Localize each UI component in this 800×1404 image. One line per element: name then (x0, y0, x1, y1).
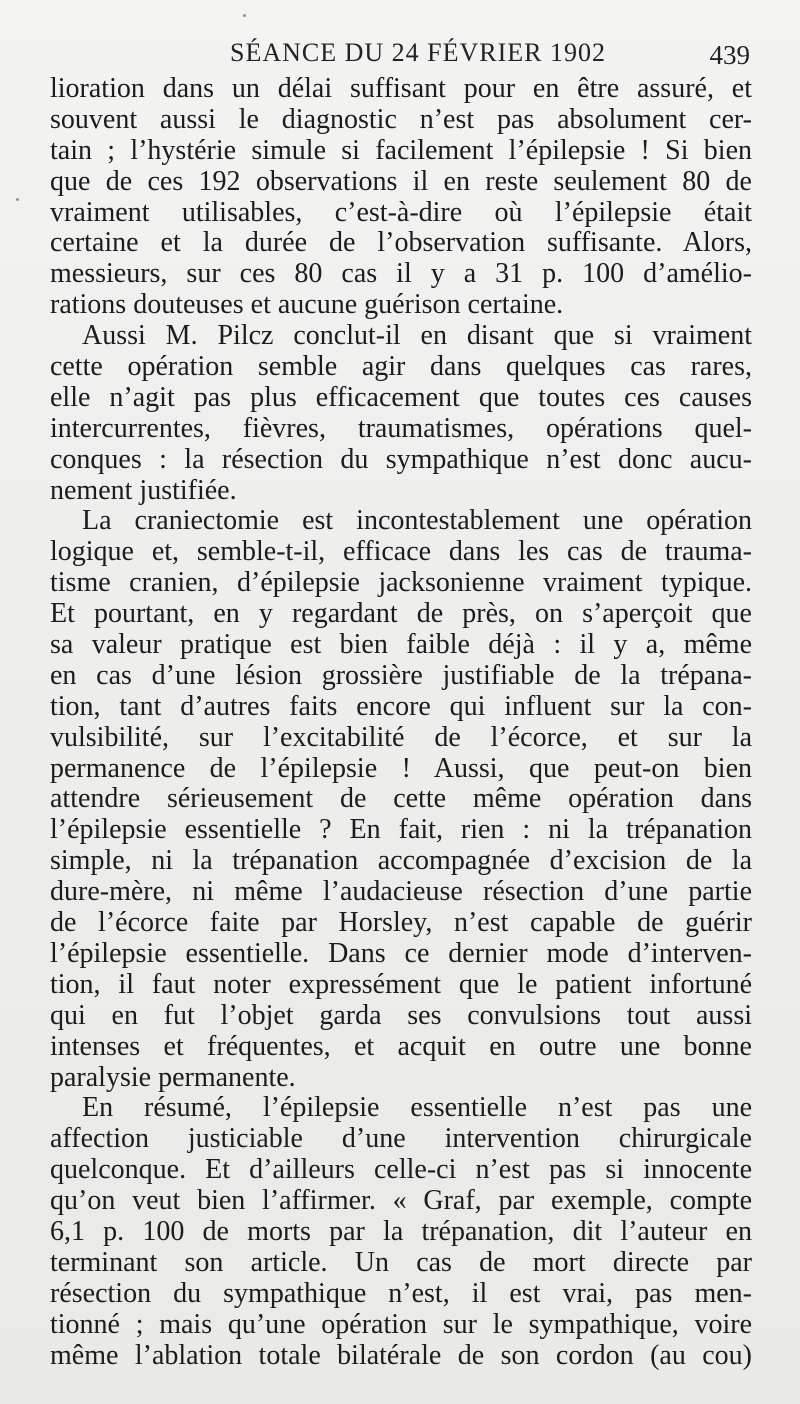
text-line: messieurs, sur ces 80 cas il y a 31 p. 100 d’amélio- (50, 259, 752, 290)
body-text (50, 74, 752, 1371)
text-line: lioration dans un délai suffisant pour en être assuré, et (50, 74, 752, 104)
print-speck (16, 198, 19, 201)
text-line: intenses et fréquentes, et acquit en outre une bonne (50, 1031, 752, 1062)
text-line: affection justiciable d’une intervention chirurgicale (50, 1124, 752, 1155)
text-line: terminant son article. Un cas de mort directe par (50, 1247, 752, 1278)
paragraph-start-line: La craniectomie est incontestablement une opération (82, 506, 752, 537)
text-line: elle n’agit pas plus efficacement que toutes ces causes (50, 382, 752, 413)
text-line: logique et, semble-t-il, efficace dans les cas de trauma- (50, 537, 752, 568)
text-line: en cas d’une lésion grossière justifiable de la trépana- (50, 660, 752, 691)
text-line: simple, ni la trépanation accompagnée d’excision de la (50, 846, 752, 877)
text-line: nement justifiée. (50, 475, 237, 506)
paragraph-start-line: En résumé, l’épilepsie essentielle n’est pas une (82, 1093, 752, 1124)
text-line: cette opération semble agir dans quelques cas rares, (50, 352, 752, 383)
text-line: Et pourtant, en y regardant de près, on s’aperçoit que (50, 599, 752, 630)
text-line: vulsibilité, sur l’excitabilité de l’écorce, et sur la (50, 722, 752, 753)
page-header (50, 38, 750, 78)
text-line: tionné ; mais qu’une opération sur le sympathique, voire (50, 1309, 752, 1340)
text-line: conques : la résection du sympathique n’est donc aucu- (50, 444, 752, 475)
print-speck (243, 14, 246, 17)
text-line: tion, tant d’autres faits encore qui influent sur la con- (50, 691, 752, 722)
text-line: dure-mère, ni même l’audacieuse résection d’une partie (50, 877, 752, 908)
text-line: sa valeur pratique est bien faible déjà : il y a, même (50, 630, 752, 661)
text-line: tion, il faut noter expressément que le patient infortuné (50, 969, 752, 1000)
text-line: de l’écorce faite par Horsley, n’est capable de guérir (50, 908, 752, 939)
text-line: intercurrentes, fièvres, traumatismes, opérations quel- (50, 413, 752, 444)
text-line: rations douteuses et aucune guérison certaine. (50, 290, 564, 321)
text-line: attendre sérieusement de cette même opération dans (50, 784, 752, 815)
paragraph-start-line: Aussi M. Pilcz conclut-il en disant que si vraiment (82, 321, 752, 352)
text-line: souvent aussi le diagnostic n’est pas absolument cer- (50, 104, 752, 135)
text-line: tain ; l’hystérie simule si facilement l’épilepsie ! Si bien (50, 135, 752, 166)
text-line: tisme cranien, d’épilepsie jacksonienne vraiment typique. (50, 568, 752, 599)
page-number: 439 (709, 40, 750, 70)
text-line: paralysie permanente. (50, 1062, 296, 1093)
text-line: permanence de l’épilepsie ! Aussi, que peut-on bien (50, 753, 752, 784)
text-line: l’épilepsie essentielle ? En fait, rien : ni la trépanation (50, 815, 752, 846)
text-line: 6,1 p. 100 de morts par la trépanation, dit l’auteur en (50, 1216, 752, 1247)
text-line: même l’ablation totale bilatérale de son cordon (au cou) (50, 1340, 752, 1371)
text-line: résection du sympathique n’est, il est vrai, pas men- (50, 1278, 752, 1309)
text-line: que de ces 192 observations il en reste seulement 80 de (50, 166, 752, 197)
running-head: SÉANCE DU 24 FÉVRIER 1902 (230, 38, 607, 67)
text-line: vraiment utilisables, c’est-à-dire où l’épilepsie était (50, 197, 752, 228)
text-line: quelconque. Et d’ailleurs celle-ci n’est pas si innocente (50, 1155, 752, 1186)
text-line: l’épilepsie essentielle. Dans ce dernier mode d’interven- (50, 938, 752, 969)
text-line: certaine et la durée de l’observation suffisante. Alors, (50, 228, 752, 259)
text-line: qui en fut l’objet garda ses convulsions tout aussi (50, 1000, 752, 1031)
text-line: qu’on veut bien l’affirmer. « Graf, par exemple, compte (50, 1186, 752, 1217)
